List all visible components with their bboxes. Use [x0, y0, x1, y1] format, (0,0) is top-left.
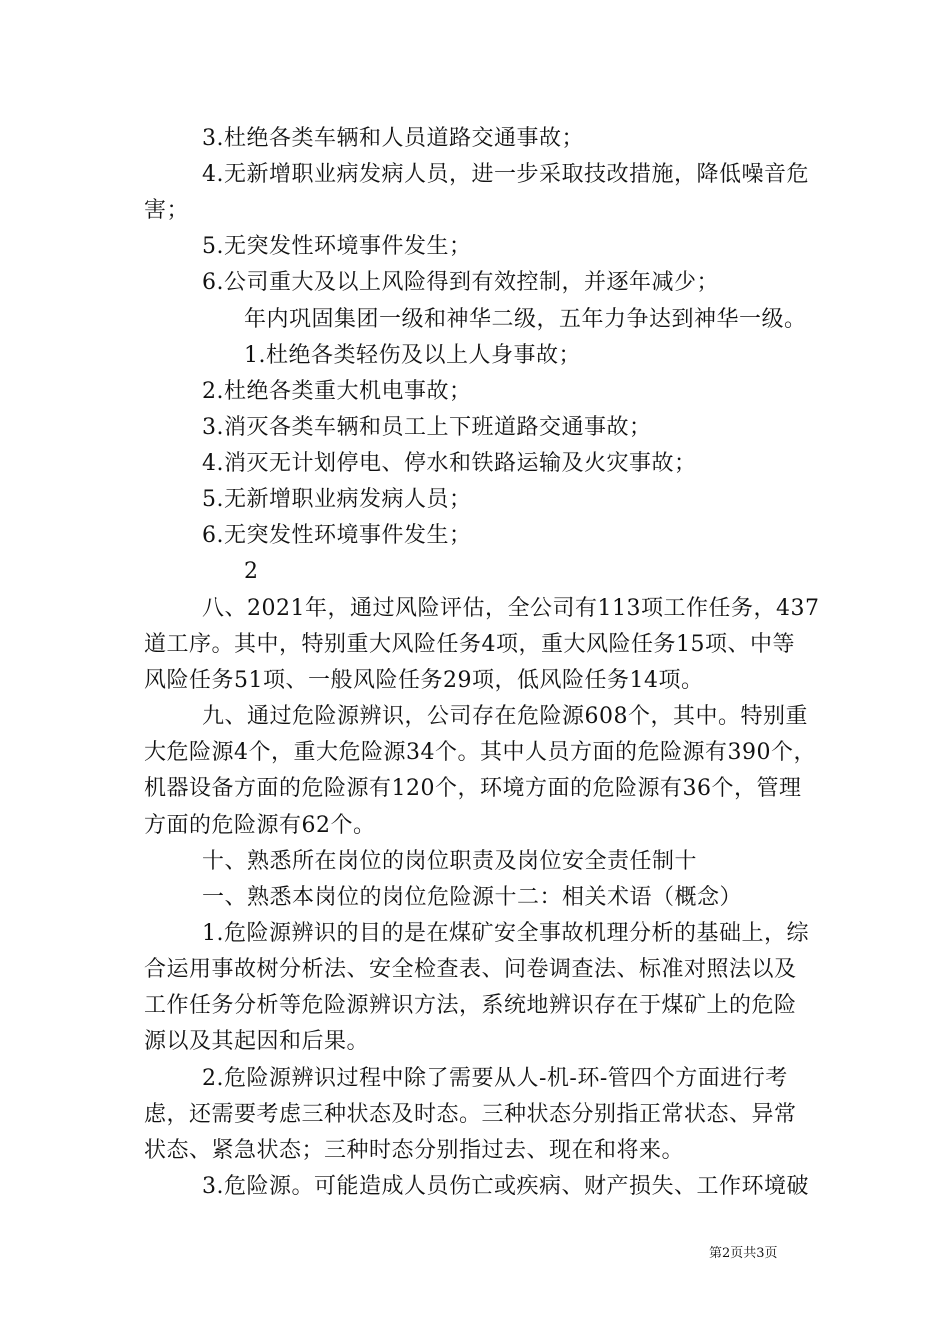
text-line: 源以及其起因和后果。 [144, 1029, 370, 1054]
page-number-footer: 第2页共3页 [709, 1246, 778, 1261]
text-line: 6.公司重大及以上风险得到有效控制，并逐年减少； [202, 270, 719, 295]
text-line: 3.消灭各类车辆和员工上下班道路交通事故； [202, 415, 652, 440]
text-line: 5.无突发性环境事件发生； [202, 234, 472, 259]
text-line: 1.危险源辨识的目的是在煤矿安全事故机理分析的基础上，综 [202, 921, 809, 946]
text-line: 合运用事故树分析法、安全检查表、问卷调查法、标准对照法以及 [144, 957, 797, 982]
text-line: 5.无新增职业病发病人员； [202, 487, 472, 512]
text-line: 方面的危险源有62个。 [144, 813, 376, 838]
text-line: 2 [244, 559, 259, 584]
text-line: 3.杜绝各类车辆和人员道路交通事故； [202, 126, 584, 151]
text-line: 状态、紧急状态；三种时态分别指过去、现在和将来。 [144, 1138, 685, 1163]
text-line: 大危险源4个，重大危险源34个。其中人员方面的危险源有390个， [144, 740, 816, 765]
text-line: 道工序。其中，特别重大风险任务4项，重大风险任务15项、中等 [144, 632, 795, 657]
text-line: 6.无突发性环境事件发生； [202, 523, 472, 548]
text-line: 机器设备方面的危险源有120个，环境方面的危险源有36个，管理 [144, 776, 802, 801]
text-line: 1.杜绝各类轻伤及以上人身事故； [244, 343, 581, 368]
text-line: 2.危险源辨识过程中除了需要从人-机-环-管四个方面进行考 [202, 1066, 788, 1091]
text-line: 工作任务分析等危险源辨识方法，系统地辨识存在于煤矿上的危险 [144, 993, 797, 1018]
text-line: 八、2021年，通过风险评估，全公司有113项工作任务，437 [202, 596, 820, 621]
text-line: 十、熟悉所在岗位的岗位职责及岗位安全责任制十 [202, 849, 698, 874]
text-line: 虑，还需要考虑三种状态及时态。三种状态分别指正常状态、异常 [144, 1102, 797, 1127]
text-line: 3.危险源。可能造成人员伤亡或疾病、财产损失、工作环境破 [202, 1174, 809, 1199]
text-line: 一、熟悉本岗位的岗位危险源十二：相关术语（概念） [202, 885, 743, 910]
text-line: 害； [144, 198, 190, 223]
text-line: 2.杜绝各类重大机电事故； [202, 379, 472, 404]
text-line: 风险任务51项、一般风险任务29项，低风险任务14项。 [144, 668, 704, 693]
text-line: 4.消灭无计划停电、停水和铁路运输及火灾事故； [202, 451, 697, 476]
text-line: 九、通过危险源辨识，公司存在危险源608个，其中。特别重 [202, 704, 808, 729]
text-line: 4.无新增职业病发病人员，进一步采取技改措施，降低噪音危 [202, 162, 809, 187]
text-line: 年内巩固集团一级和神华二级，五年力争达到神华一级。 [244, 307, 807, 332]
